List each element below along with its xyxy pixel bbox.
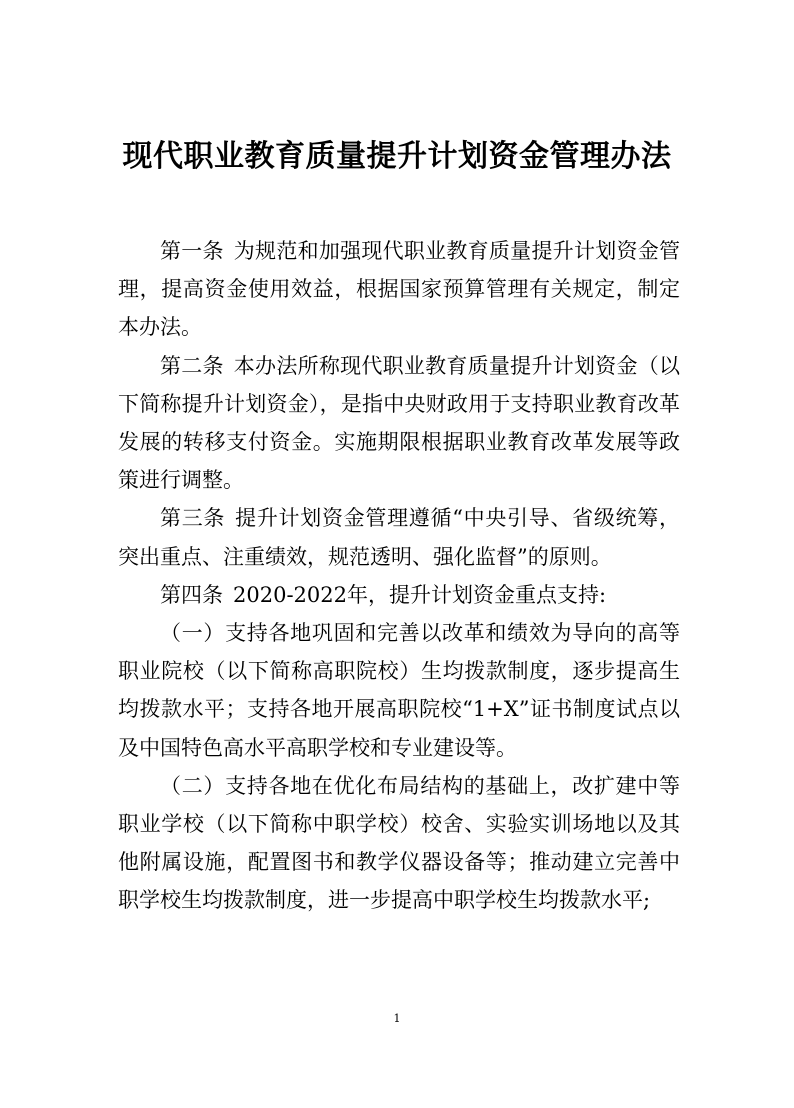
- item-text: （二）支持各地在优化布局结构的基础上，改扩建中等职业学校（以下简称中职学校）校舍、实验实训场地以及其他附属设施，配置图书和教学仪器设备等；推动建立完善中职学校生均拨款制度，进一步提高中职学校生均拨款水平;: [118, 773, 680, 913]
- item-text: （一）支持各地巩固和完善以改革和绩效为导向的高等职业院校（以下简称高职院校）生均拨款制度，逐步提高生均拨款水平；支持各地开展高职院校“1+X”证书制度试点以及中国特色高水平高职学校和专业建设等。: [118, 621, 680, 760]
- article-number: 第四条: [160, 582, 223, 607]
- article-text: 提升计划资金管理遵循“中央引导、省级统筹，突出重点、注重绩效，规范透明、强化监督”的原则。: [118, 506, 681, 569]
- page-number: 1: [393, 1012, 401, 1025]
- article-number: 第二条: [160, 353, 224, 378]
- article-text: 2020-2022年，提升计划资金重点支持:: [233, 582, 607, 607]
- document-title: 现代职业教育质量提升计划资金管理办法: [122, 139, 672, 174]
- document-body: [118, 232, 680, 920]
- article-4-item-2-paragraph: [118, 767, 680, 920]
- article-4-item-1-paragraph: [118, 614, 680, 767]
- article-4-paragraph: [118, 576, 680, 614]
- article-text: 为规范和加强现代职业教育质量提升计划资金管理，提高资金使用效益，根据国家预算管理有关规定，制定本办法。: [118, 239, 681, 340]
- article-number: 第一条: [160, 239, 224, 263]
- article-3-paragraph: [118, 499, 680, 575]
- article-text: 本办法所称现代职业教育质量提升计划资金（以下简称提升计划资金），是指中央财政用于支持职业教育改革发展的转移支付资金。实施期限根据职业教育改革发展等政策进行调整。: [118, 353, 681, 493]
- article-number: 第三条: [160, 506, 226, 531]
- article-1-paragraph: [118, 232, 680, 347]
- article-2-paragraph: [118, 347, 680, 500]
